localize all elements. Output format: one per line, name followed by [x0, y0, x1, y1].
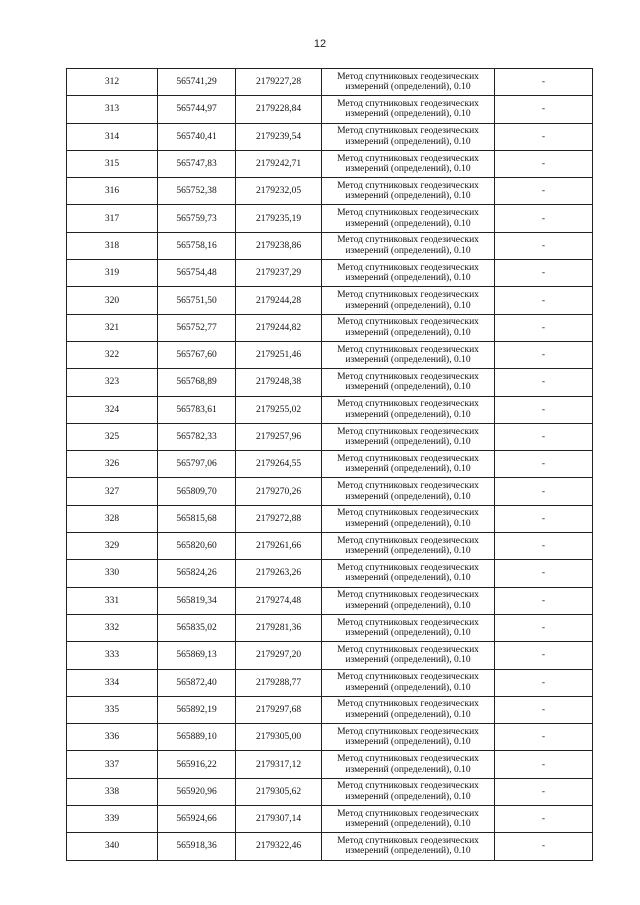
x-coordinate-cell: 565741,29 — [158, 69, 236, 96]
method-line-2: измерений (определений), 0.10 — [345, 709, 471, 720]
x-coordinate-cell: 565782,33 — [158, 423, 236, 450]
method-cell — [322, 642, 495, 669]
method-line-2: измерений (определений), 0.10 — [345, 655, 471, 666]
x-coordinate-cell: 565872,40 — [158, 669, 236, 696]
point-number-cell: 332 — [67, 614, 158, 641]
description-cell: - — [495, 150, 593, 177]
y-coordinate-cell: 2179239,54 — [236, 123, 322, 150]
y-coordinate-cell: 2179232,05 — [236, 178, 322, 205]
y-coordinate-cell: 2179297,20 — [236, 642, 322, 669]
method-line-1: Метод спутниковых геодезических — [337, 399, 479, 410]
description-cell: - — [495, 614, 593, 641]
page-number: 12 — [313, 38, 327, 50]
description-cell: - — [495, 751, 593, 778]
method-cell — [322, 96, 495, 123]
method-line-1: Метод спутниковых геодезических — [337, 808, 479, 819]
method-cell — [322, 833, 495, 860]
point-number-cell: 326 — [67, 451, 158, 478]
x-coordinate-cell: 565924,66 — [158, 806, 236, 833]
point-number-cell: 317 — [67, 205, 158, 232]
description-cell: - — [495, 451, 593, 478]
point-number-cell: 339 — [67, 806, 158, 833]
x-coordinate-cell: 565754,48 — [158, 260, 236, 287]
table-row — [67, 751, 593, 778]
method-line-2: измерений (определений), 0.10 — [345, 273, 471, 284]
y-coordinate-cell: 2179242,71 — [236, 150, 322, 177]
method-cell — [322, 369, 495, 396]
method-cell — [322, 724, 495, 751]
method-line-2: измерений (определений), 0.10 — [345, 573, 471, 584]
x-coordinate-cell: 565835,02 — [158, 614, 236, 641]
method-line-2: измерений (определений), 0.10 — [345, 600, 471, 611]
table-row — [67, 232, 593, 259]
y-coordinate-cell: 2179244,82 — [236, 314, 322, 341]
table-row — [67, 369, 593, 396]
x-coordinate-cell: 565889,10 — [158, 724, 236, 751]
table-row — [67, 178, 593, 205]
point-number-cell: 331 — [67, 587, 158, 614]
y-coordinate-cell: 2179261,66 — [236, 533, 322, 560]
method-line-1: Метод спутниковых геодезических — [337, 617, 479, 628]
y-coordinate-cell: 2179270,26 — [236, 478, 322, 505]
x-coordinate-cell: 565747,83 — [158, 150, 236, 177]
method-cell — [322, 423, 495, 450]
y-coordinate-cell: 2179274,48 — [236, 587, 322, 614]
table-row — [67, 833, 593, 860]
point-number-cell: 319 — [67, 260, 158, 287]
method-line-1: Метод спутниковых геодезических — [337, 290, 479, 301]
method-line-2: измерений (определений), 0.10 — [345, 791, 471, 802]
method-line-1: Метод спутниковых геодезических — [337, 426, 479, 437]
table-row — [67, 451, 593, 478]
method-line-1: Метод спутниковых геодезических — [337, 754, 479, 765]
description-cell: - — [495, 96, 593, 123]
method-cell — [322, 587, 495, 614]
method-line-2: измерений (определений), 0.10 — [345, 819, 471, 830]
method-cell — [322, 505, 495, 532]
point-number-cell: 318 — [67, 232, 158, 259]
y-coordinate-cell: 2179244,28 — [236, 287, 322, 314]
method-line-2: измерений (определений), 0.10 — [345, 437, 471, 447]
y-coordinate-cell: 2179238,86 — [236, 232, 322, 259]
method-line-1: Метод спутниковых геодезических — [337, 262, 479, 273]
y-coordinate-cell: 2179281,36 — [236, 614, 322, 641]
method-cell — [322, 806, 495, 833]
x-coordinate-cell: 565820,60 — [158, 533, 236, 560]
method-line-1: Метод спутниковых геодезических — [337, 153, 479, 164]
point-number-cell: 327 — [67, 478, 158, 505]
x-coordinate-cell: 565758,16 — [158, 232, 236, 259]
point-number-cell: 325 — [67, 423, 158, 450]
description-cell: - — [495, 778, 593, 805]
y-coordinate-cell: 2179263,26 — [236, 560, 322, 587]
point-number-cell: 320 — [67, 287, 158, 314]
point-number-cell: 340 — [67, 833, 158, 860]
table-row — [67, 314, 593, 341]
method-cell — [322, 260, 495, 287]
point-number-cell: 337 — [67, 751, 158, 778]
method-line-1: Метод спутниковых геодезических — [337, 535, 479, 546]
y-coordinate-cell: 2179297,68 — [236, 696, 322, 723]
x-coordinate-cell: 565752,77 — [158, 314, 236, 341]
point-number-cell: 323 — [67, 369, 158, 396]
table-row — [67, 260, 593, 287]
description-cell: - — [495, 69, 593, 96]
method-cell — [322, 123, 495, 150]
point-number-cell: 313 — [67, 96, 158, 123]
description-cell: - — [495, 669, 593, 696]
x-coordinate-cell: 565819,34 — [158, 587, 236, 614]
point-number-cell: 330 — [67, 560, 158, 587]
x-coordinate-cell: 565767,60 — [158, 341, 236, 368]
method-cell — [322, 69, 495, 96]
description-cell: - — [495, 123, 593, 150]
y-coordinate-cell: 2179305,00 — [236, 724, 322, 751]
method-line-2: измерений (определений), 0.10 — [345, 191, 471, 202]
table-row — [67, 587, 593, 614]
point-number-cell: 314 — [67, 123, 158, 150]
table-row — [67, 396, 593, 423]
method-cell — [322, 533, 495, 560]
method-line-1: Метод спутниковых геодезических — [337, 317, 479, 328]
method-cell — [322, 478, 495, 505]
method-line-1: Метод спутниковых геодезических — [337, 235, 479, 246]
x-coordinate-cell: 565752,38 — [158, 178, 236, 205]
method-line-2: измерений (определений), 0.10 — [345, 218, 471, 229]
description-cell: - — [495, 232, 593, 259]
y-coordinate-cell: 2179251,46 — [236, 341, 322, 368]
method-line-2: измерений (определений), 0.10 — [345, 245, 471, 256]
description-cell: - — [495, 287, 593, 314]
method-line-1: Метод спутниковых геодезических — [337, 590, 479, 601]
table-row — [67, 533, 593, 560]
table-row — [67, 96, 593, 123]
method-cell — [322, 205, 495, 232]
method-line-1: Метод спутниковых геодезических — [337, 180, 479, 191]
description-cell: - — [495, 505, 593, 532]
table-row — [67, 505, 593, 532]
method-line-1: Метод спутниковых геодезических — [337, 71, 479, 82]
x-coordinate-cell: 565797,06 — [158, 451, 236, 478]
point-number-cell: 336 — [67, 724, 158, 751]
x-coordinate-cell: 565768,89 — [158, 369, 236, 396]
y-coordinate-cell: 2179322,46 — [236, 833, 322, 860]
y-coordinate-cell: 2179235,19 — [236, 205, 322, 232]
y-coordinate-cell: 2179307,14 — [236, 806, 322, 833]
point-number-cell: 315 — [67, 150, 158, 177]
method-cell — [322, 396, 495, 423]
x-coordinate-cell: 565815,68 — [158, 505, 236, 532]
method-line-2: измерений (определений), 0.10 — [345, 628, 471, 639]
y-coordinate-cell: 2179237,29 — [236, 260, 322, 287]
method-line-1: Метод спутниковых геодезических — [337, 781, 479, 792]
method-line-2: измерений (определений), 0.10 — [345, 382, 471, 393]
table-row — [67, 287, 593, 314]
method-line-1: Метод спутниковых геодезических — [337, 344, 479, 355]
table-row — [67, 478, 593, 505]
x-coordinate-cell: 565744,97 — [158, 96, 236, 123]
description-cell: - — [495, 369, 593, 396]
method-line-2: измерений (определений), 0.10 — [345, 737, 471, 748]
x-coordinate-cell: 565759,73 — [158, 205, 236, 232]
x-coordinate-cell: 565809,70 — [158, 478, 236, 505]
method-cell — [322, 150, 495, 177]
method-line-1: Метод спутниковых геодезических — [337, 98, 479, 109]
description-cell: - — [495, 178, 593, 205]
description-cell: - — [495, 396, 593, 423]
table-row — [67, 123, 593, 150]
method-line-2: измерений (определений), 0.10 — [345, 546, 471, 557]
description-cell: - — [495, 833, 593, 860]
y-coordinate-cell: 2179305,62 — [236, 778, 322, 805]
method-line-1: Метод спутниковых геодезических — [337, 481, 479, 492]
table-row — [67, 150, 593, 177]
point-number-cell: 321 — [67, 314, 158, 341]
y-coordinate-cell: 2179257,96 — [236, 423, 322, 450]
x-coordinate-cell: 565824,26 — [158, 560, 236, 587]
method-line-1: Метод спутниковых геодезических — [337, 726, 479, 737]
method-line-2: измерений (определений), 0.10 — [345, 846, 471, 857]
x-coordinate-cell: 565783,61 — [158, 396, 236, 423]
method-line-2: измерений (определений), 0.10 — [345, 136, 471, 147]
method-cell — [322, 614, 495, 641]
table-row — [67, 669, 593, 696]
description-cell: - — [495, 724, 593, 751]
method-line-2: измерений (определений), 0.10 — [345, 300, 471, 311]
y-coordinate-cell: 2179255,02 — [236, 396, 322, 423]
method-cell — [322, 314, 495, 341]
y-coordinate-cell: 2179227,28 — [236, 69, 322, 96]
method-line-2: измерений (определений), 0.10 — [345, 682, 471, 693]
method-line-2: измерений (определений), 0.10 — [345, 327, 471, 338]
method-line-1: Метод спутниковых геодезических — [337, 453, 479, 464]
method-line-1: Метод спутниковых геодезических — [337, 835, 479, 846]
method-line-2: измерений (определений), 0.10 — [345, 409, 471, 420]
method-cell — [322, 232, 495, 259]
description-cell: - — [495, 587, 593, 614]
x-coordinate-cell: 565751,50 — [158, 287, 236, 314]
x-coordinate-cell: 565920,96 — [158, 778, 236, 805]
x-coordinate-cell: 565869,13 — [158, 642, 236, 669]
point-number-cell: 338 — [67, 778, 158, 805]
x-coordinate-cell: 565740,41 — [158, 123, 236, 150]
point-number-cell: 335 — [67, 696, 158, 723]
description-cell: - — [495, 314, 593, 341]
method-cell — [322, 451, 495, 478]
method-cell — [322, 341, 495, 368]
table-row — [67, 560, 593, 587]
table-row — [67, 341, 593, 368]
description-cell: - — [495, 423, 593, 450]
description-cell: - — [495, 560, 593, 587]
description-cell: - — [495, 533, 593, 560]
y-coordinate-cell: 2179317,12 — [236, 751, 322, 778]
method-line-1: Метод спутниковых геодезических — [337, 644, 479, 655]
table-row — [67, 724, 593, 751]
method-line-2: измерений (определений), 0.10 — [345, 518, 471, 529]
coordinates-table-body — [67, 69, 593, 861]
table-row — [67, 69, 593, 96]
method-line-2: измерений (определений), 0.10 — [345, 109, 471, 120]
point-number-cell: 324 — [67, 396, 158, 423]
y-coordinate-cell: 2179272,88 — [236, 505, 322, 532]
method-line-2: измерений (определений), 0.10 — [345, 764, 471, 775]
table-row — [67, 696, 593, 723]
x-coordinate-cell: 565916,22 — [158, 751, 236, 778]
point-number-cell: 333 — [67, 642, 158, 669]
description-cell: - — [495, 478, 593, 505]
method-line-1: Метод спутниковых геодезических — [337, 126, 479, 137]
method-cell — [322, 669, 495, 696]
description-cell: - — [495, 696, 593, 723]
x-coordinate-cell: 565892,19 — [158, 696, 236, 723]
y-coordinate-cell: 2179248,38 — [236, 369, 322, 396]
table-row — [67, 806, 593, 833]
method-cell — [322, 178, 495, 205]
table-row — [67, 423, 593, 450]
method-line-2: измерений (определений), 0.10 — [345, 82, 471, 93]
table-row — [67, 778, 593, 805]
table-row — [67, 642, 593, 669]
description-cell: - — [495, 205, 593, 232]
method-line-1: Метод спутниковых геодезических — [337, 371, 479, 382]
method-cell — [322, 751, 495, 778]
point-number-cell: 312 — [67, 69, 158, 96]
method-line-2: измерений (определений), 0.10 — [345, 355, 471, 366]
description-cell: - — [495, 341, 593, 368]
method-line-2: измерений (определений), 0.10 — [345, 464, 471, 475]
point-number-cell: 328 — [67, 505, 158, 532]
method-line-2: измерений (определений), 0.10 — [345, 164, 471, 175]
method-line-1: Метод спутниковых геодезических — [337, 562, 479, 573]
coordinates-table — [66, 68, 593, 861]
method-cell — [322, 696, 495, 723]
x-coordinate-cell: 565918,36 — [158, 833, 236, 860]
method-line-1: Метод спутниковых геодезических — [337, 672, 479, 683]
table-row — [67, 614, 593, 641]
y-coordinate-cell: 2179228,84 — [236, 96, 322, 123]
description-cell: - — [495, 642, 593, 669]
method-line-2: измерений (определений), 0.10 — [345, 491, 471, 502]
y-coordinate-cell: 2179264,55 — [236, 451, 322, 478]
description-cell: - — [495, 806, 593, 833]
description-cell: - — [495, 260, 593, 287]
method-cell — [322, 287, 495, 314]
method-cell — [322, 778, 495, 805]
method-line-1: Метод спутниковых геодезических — [337, 208, 479, 219]
method-line-1: Метод спутниковых геодезических — [337, 508, 479, 519]
point-number-cell: 334 — [67, 669, 158, 696]
point-number-cell: 329 — [67, 533, 158, 560]
y-coordinate-cell: 2179288,77 — [236, 669, 322, 696]
point-number-cell: 316 — [67, 178, 158, 205]
method-cell — [322, 560, 495, 587]
table-row — [67, 205, 593, 232]
method-line-1: Метод спутниковых геодезических — [337, 699, 479, 710]
point-number-cell: 322 — [67, 341, 158, 368]
